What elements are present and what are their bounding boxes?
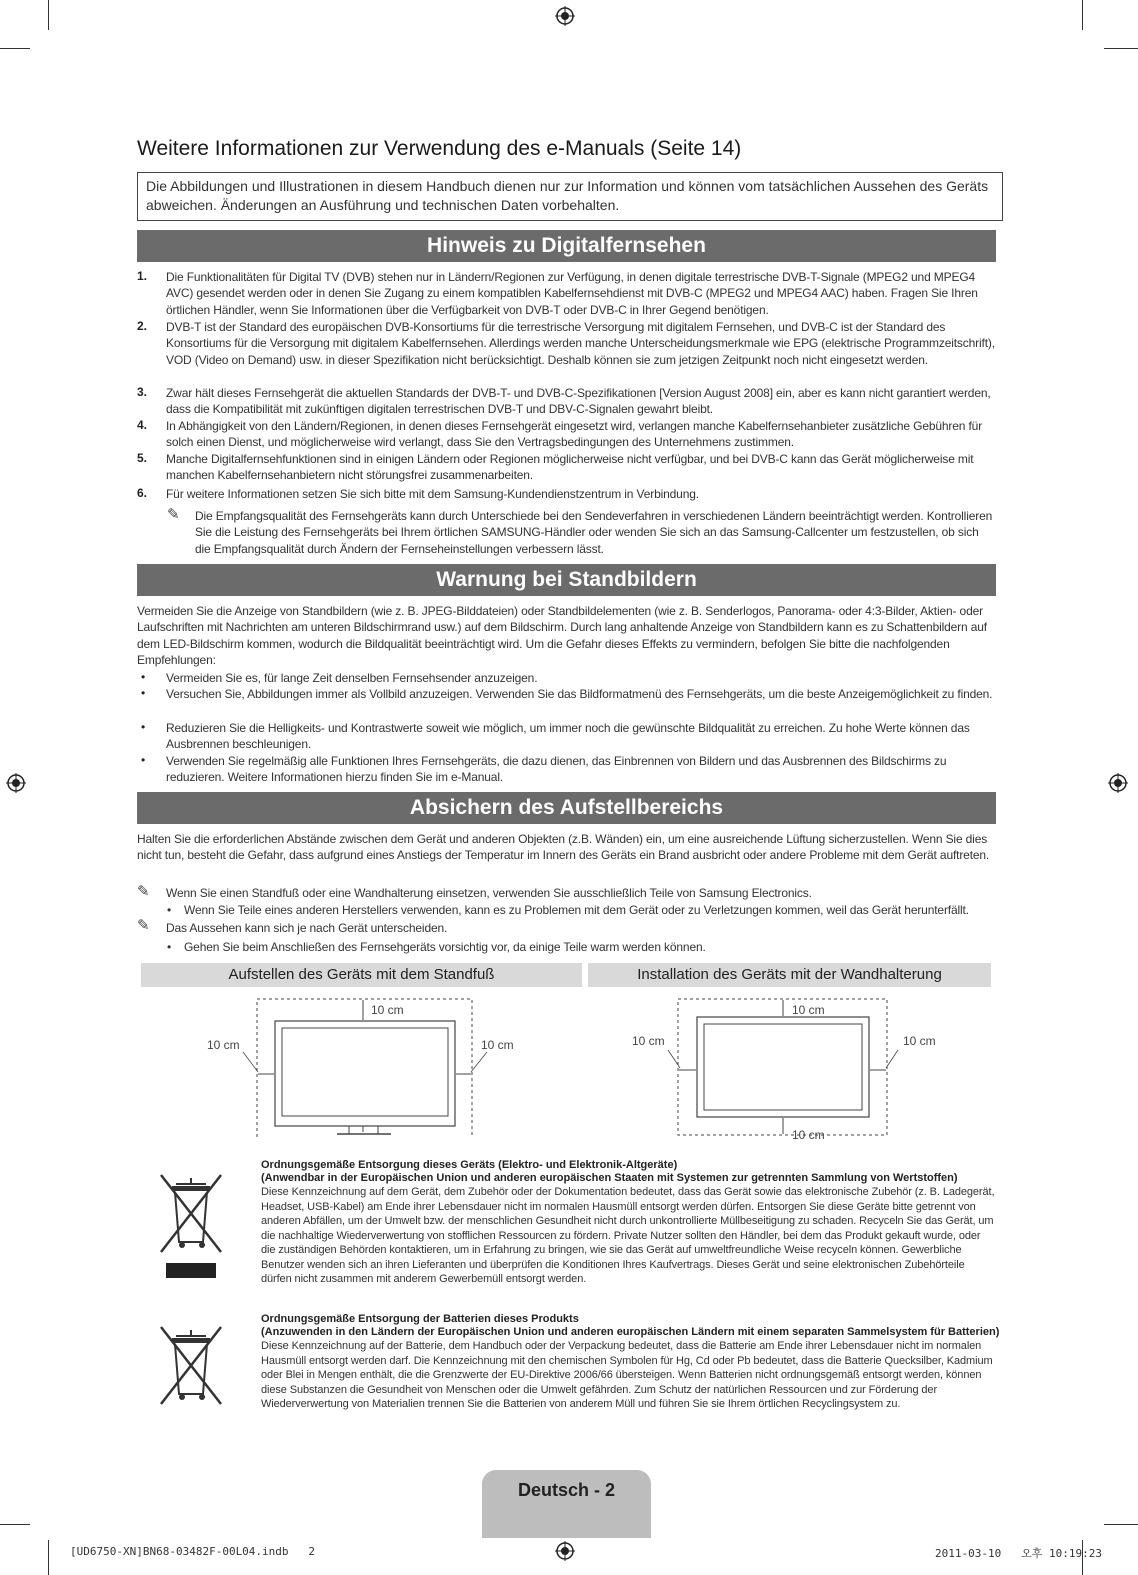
- wall-clearance-diagram: [588, 992, 991, 1142]
- wall-install-title: Installation des Geräts mit der Wandhalterung: [588, 963, 991, 987]
- page-title: Weitere Informationen zur Verwendung des e-Manuals (Seite 14): [137, 137, 742, 160]
- list-item: Zwar hält dieses Fernsehgerät die aktuellen Standards der DVB-T- und DVB-C-Spezifikationen [Version August 2008] ein, aber es kann nicht garantiert werden, dass die Kompatibilität mit zukünftigen digitalen terrestrischen DVB-T und DBV-C-Signalen gewahrt bleibt.: [166, 386, 991, 417]
- bullet-icon: •: [141, 720, 146, 734]
- list-item: Manche Digitalfernsehfunktionen sind in einigen Ländern oder Regionen möglicherweise nicht verfügbar, und bei DVB-C kann das Gerät möglicherweise mit manchen Kabelfernsehanbietern nicht störungsfrei zusammenarbeiten.: [166, 452, 974, 483]
- dimension-label: 10 cm: [903, 1034, 936, 1048]
- intro-box: Die Abbildungen und Illustrationen in diesem Handbuch dienen nur zur Information und können vom tatsächlichen Aussehen des Geräts abweichen. Änderungen an Ausführung und technischen Daten vorbehalten.: [137, 172, 1003, 221]
- stand-clearance-diagram: [141, 992, 582, 1142]
- registration-mark-icon: [555, 1541, 575, 1561]
- note-text: Wenn Sie einen Standfuß oder eine Wandhalterung einsetzen, verwenden Sie ausschließlich Teile von Samsung Electronics.: [166, 886, 812, 900]
- note-pencil-icon: ✎: [137, 917, 150, 934]
- crop-mark: [48, 0, 49, 30]
- registration-mark-icon: [1108, 773, 1128, 793]
- paragraph: Halten Sie die erforderlichen Abstände zwischen dem Gerät und anderen Objekten (z.B. Wänden) ein, um eine ausreichende Lüftung sicherzustellen. Wenn Sie dies nicht tun, besteht die Gefahr, dass aufgrund eines Anstiegs der Temperatur im Innern des Geräts ein Brand ausbricht oder andere Probleme mit dem Gerät auftreten.: [137, 832, 990, 863]
- list-item: DVB-T ist der Standard des europäischen DVB-Konsortiums für die terrestrische Versorgung mit digitalem Fernsehen, und DVB-C ist der Standard des Konsortiums für die Versorgung mit digitalem Kabelfernsehen. Allerdings werden manche Unterscheidungsmerkmale wie EPG (elektrische Programmzeitschrift), VOD (Video on Demand) usw. in dieser Spezifikation nicht berücksichtigt. Deshalb können sie zum jetzigen Zeitpunkt noch nicht eingesetzt werden.: [166, 320, 995, 367]
- list-item: Reduzieren Sie die Helligkeits- und Kontrastwerte soweit wie möglich, um immer noch die gewünschte Bildqualität zu erreichen. Zu hohe Werte können das Ausbrennen beschleunigen.: [166, 721, 970, 752]
- note-text: Die Empfangsqualität des Fernsehgeräts kann durch Unterschiede bei den Sendeverfahren in verschiedenen Ländern beeinträchtigt werden. Kontrollieren Sie die Leistung des Fernsehgeräts bei Ihrem örtlichen SAMSUNG-Händler oder wenden Sie sich an das Samsung-Callcenter um festzustellen, ob sich die Empfangsqualität durch Ändern der Fernseheinstellungen verbessern lässt.: [195, 509, 993, 556]
- battery-title: Ordnungsgemäße Entsorgung der Batterien dieses Produkts: [261, 1313, 579, 1325]
- battery-body: Diese Kennzeichnung auf der Batterie, dem Handbuch oder der Verpackung bedeutet, dass die Batterie am Ende ihrer Lebensdauer nicht im normalen Hausmüll entsorgt werden darf. Die Kennzeichnung mit den chemischen Symbolen für Hg, Cd oder Pb bedeutet, dass die Batterie Quecksilber, Kadmium oder Blei in Mengen enthält, die die Grenzwerte der EU-Direktive 2006/66 übersteigen. Wenn Batterien nicht ordnungsgemäß entsorgt werden, können diese Substanzen die Gesundheit von Menschen oder die Umwelt gefährden. Zum Schutz der natürlichen Ressourcen und zur Förderung der Wiederverwertung von Materialien trennen Sie die Batterien von anderem Müll und führen Sie sie Ihrem örtlichen Recyclingsystem zu.: [261, 1340, 993, 1410]
- paragraph: Vermeiden Sie die Anzeige von Standbildern (wie z. B. JPEG-Bilddateien) oder Standbildelementen (wie z. B. Senderlogos, Panorama- oder 4:3-Bilder, Aktien- oder Laufschriften mit Nachrichten am unteren Bildschirmrand usw.) auf dem Bildschirm. Durch lang anhaltende Anzeige von Standbildern kann es zu Schattenbildern auf dem LED-Bildschirm kommen, wodurch die Bildqualität beeinträchtigt wird. Um die Gefahr dieses Effekts zu vermindern, befolgen Sie bitte die nachfolgenden Empfehlungen:: [137, 604, 987, 668]
- registration-mark-icon: [555, 6, 575, 26]
- dimension-label: 10 cm: [632, 1034, 665, 1048]
- crop-mark: [1104, 1524, 1138, 1525]
- bullet-icon: •: [167, 903, 172, 917]
- battery-block: [261, 1313, 1001, 1412]
- list-item: Verwenden Sie regelmäßig alle Funktionen Ihres Fernsehgeräts, die dazu dienen, das Einbrennen von Bildern und das Ausbrennen des Bildschirms zu reduzieren. Weitere Informationen hierzu finden Sie im e-Manual.: [166, 754, 947, 785]
- dimension-label: 10 cm: [792, 1128, 825, 1142]
- dimension-label: 10 cm: [792, 1003, 825, 1017]
- note-pencil-icon: ✎: [167, 506, 180, 523]
- page-number: Deutsch - 2: [517, 1480, 616, 1500]
- list-item: In Abhängigkeit von den Ländern/Regionen, in denen dieses Fernsehgerät eingesetzt wird, verlangen manche Kabelfernsehanbieter zusätzliche Gebühren für solch einen Dienst, und möglicherweise wird verlangt, dass Sie den Vertragsbedingungen des Unternehmens zustimmen.: [166, 419, 983, 450]
- crop-mark: [1082, 0, 1083, 30]
- print-timestamp: 2011-03-10 오후 10:19:23: [935, 1547, 1102, 1560]
- bullet-icon: •: [141, 753, 146, 767]
- list-number: 3.: [137, 385, 148, 399]
- list-number: 2.: [137, 319, 148, 333]
- bullet-icon: •: [167, 940, 172, 954]
- crossed-bin-icon: [158, 1170, 224, 1280]
- list-item: Die Funktionalitäten für Digital TV (DVB) stehen nur in Ländern/Regionen zur Verfügung, in denen digitale terrestrische DVB-T-Signale (MPEG2 und MPEG4 AVC) gesendet werden oder in denen Sie Zugang zu einem kompatiblen Kabelfernsehdienst mit DVB-C (MPEG2 und MPEG4 AAC) haben. Fragen Sie Ihren örtlichen Händler, wenn Sie Informationen über die Verfügbarkeit von DVB-T oder DVB-C in Ihrer Gegend benötigen.: [166, 270, 978, 317]
- list-number: 5.: [137, 451, 148, 465]
- note-bullet-text: Wenn Sie Teile eines anderen Herstellers verwenden, kann es zu Problemen mit dem Gerät oder zu Verletzungen kommen, weil das Gerät herunterfällt.: [184, 903, 969, 917]
- section-heading-warning: Warnung bei Standbildern: [137, 564, 996, 596]
- crossed-battery-bin-icon: [158, 1322, 224, 1412]
- bullet-icon: •: [141, 670, 146, 684]
- dimension-label: 10 cm: [371, 1003, 404, 1017]
- battery-subtitle: (Anzuwenden in den Ländern der Europäischen Union und anderen europäischen Ländern mit einem separaten Sammelsystem für Batterien): [261, 1326, 1000, 1338]
- list-number: 6.: [137, 486, 148, 500]
- list-number: 4.: [137, 418, 148, 432]
- dimension-label: 10 cm: [481, 1038, 514, 1052]
- weee-body: Diese Kennzeichnung auf dem Gerät, dem Zubehör oder der Dokumentation bedeutet, dass das Gerät sowie das elektronische Zubehör (z. B. Ladegerät, Headset, USB-Kabel) am Ende ihrer Lebensdauer nicht im normalen Hausmüll entsorgt werden dürfen. Entsorgen Sie diese Geräte bitte getrennt von anderen Abfällen, um der Umwelt bzw. der menschlichen Gesundheit nicht durch unkontrollierte Müllbeseitigung zu schaden. Recyceln Sie das Gerät, um die nachhaltige Wiederverwertung von stofflichen Ressourcen zu fördern. Private Nutzer sollten den Händler, bei dem das Produkt gekauft wurde, oder die zuständigen Behörden kontaktieren, um in Erfahrung zu bringen, wie sie das Gerät auf umweltfreundliche Weise recyceln können. Gewerbliche Benutzer wenden sich an ihren Lieferanten und überprüfen die Konditionen Ihres Kaufvertrags. Dieses Gerät und seine elektronischen Zubehörteile dürfen nicht zusammen mit anderem Gewerbemüll entsorgt werden.: [261, 1186, 995, 1285]
- note-bullet-text: Gehen Sie beim Anschließen des Fernsehgeräts vorsichtig vor, da einige Teile warm werden können.: [184, 940, 706, 954]
- dimension-label: 10 cm: [207, 1038, 240, 1052]
- bullet-icon: •: [141, 686, 146, 700]
- list-item: Versuchen Sie, Abbildungen immer als Vollbild anzuzeigen. Verwenden Sie das Bildformatmenü des Fernsehgeräts, um die beste Anzeigemöglichkeit zu finden.: [166, 687, 993, 701]
- section-heading-digital: Hinweis zu Digitalfernsehen: [137, 230, 996, 262]
- weee-title: Ordnungsgemäße Entsorgung dieses Geräts (Elektro- und Elektronik-Altgeräte): [261, 1159, 678, 1171]
- list-item: Für weitere Informationen setzen Sie sich bitte mit dem Samsung-Kundendienstzentrum in Verbindung.: [166, 487, 699, 501]
- list-item: Vermeiden Sie es, für lange Zeit denselben Fernsehsender anzuzeigen.: [166, 671, 538, 685]
- crop-mark: [0, 1524, 30, 1525]
- file-info: [UD6750-XN]BN68-03482F-00L04.indb 2: [70, 1545, 316, 1558]
- crop-mark: [0, 48, 30, 49]
- registration-mark-icon: [6, 773, 26, 793]
- crop-mark: [48, 1540, 49, 1575]
- weee-block: [261, 1159, 996, 1287]
- note-pencil-icon: ✎: [137, 883, 150, 900]
- weee-subtitle: (Anwendbar in der Europäischen Union und anderen europäischen Staaten mit Systemen zur getrennten Sammlung von Wertstoffen): [261, 1172, 958, 1184]
- stand-install-title: Aufstellen des Geräts mit dem Standfuß: [141, 963, 582, 987]
- section-heading-install: Absichern des Aufstellbereichs: [137, 792, 996, 824]
- crop-mark: [1104, 48, 1138, 49]
- note-text: Das Aussehen kann sich je nach Gerät unterscheiden.: [166, 921, 448, 935]
- list-number: 1.: [137, 269, 148, 283]
